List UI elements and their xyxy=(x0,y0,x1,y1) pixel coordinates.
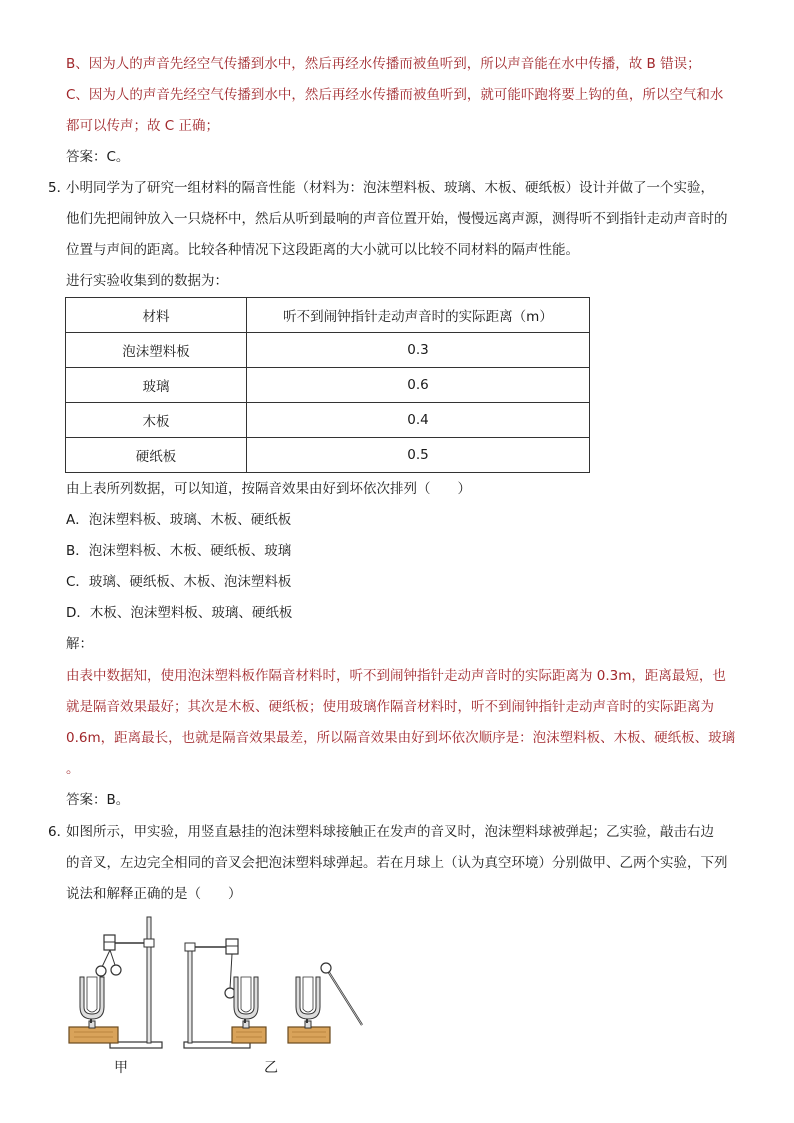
tuning-fork-figure xyxy=(66,915,376,1084)
prev-solution-option-b: B、因为人的声音先经空气传播到水中，然后再经水传播而被鱼听到，所以声音能在水中传播，故 B 错误； xyxy=(66,56,701,72)
table-cell-material: 硬纸板 xyxy=(66,438,247,473)
table-cell-material: 玻璃 xyxy=(66,368,247,403)
tuning-fork-diagram xyxy=(66,915,376,1080)
data-table xyxy=(65,297,590,473)
question-6-number: 6． xyxy=(48,824,71,840)
table-cell-material: 木板 xyxy=(66,403,247,438)
question-6-stem-line1: 如图所示，甲实验，用竖直悬挂的泡沫塑料球接触正在发声的音叉时，泡沫塑料球被弹起；乙实验，敲击右边 xyxy=(66,824,714,840)
table-row xyxy=(66,333,590,368)
option-b[interactable]: B．泡沫塑料板、木板、硬纸板、玻璃 xyxy=(66,543,292,559)
solution-line3: 0.6m，距离最长，也就是隔音效果最差，所以隔音效果由好到坏依次顺序是：泡沫塑料板、木板、硬纸板、玻璃 xyxy=(66,730,736,746)
setup-yi-hammer-fork xyxy=(288,963,362,1043)
table-cell-material: 泡沫塑料板 xyxy=(66,333,247,368)
solution-line1: 由表中数据知，使用泡沫塑料板作隔音材料时，听不到闹钟指针走动声音时的实际距离为 0.3m，距离最短，也 xyxy=(66,668,726,684)
question-5-stem-line1: 小明同学为了研究一组材料的隔音性能（材料为：泡沫塑料板、玻璃、木板、硬纸板）设计并做了一个实验， xyxy=(66,180,714,196)
solution-line4: 。 xyxy=(66,761,80,777)
table-cell-distance: 0.3 xyxy=(247,333,590,368)
option-c[interactable]: C．玻璃、硬纸板、木板、泡沫塑料板 xyxy=(66,574,292,590)
table-cell-distance: 0.5 xyxy=(247,438,590,473)
setup-jia xyxy=(69,917,162,1048)
setup-yi-stand xyxy=(184,939,266,1048)
prev-answer: 答案：C。 xyxy=(66,149,130,165)
prev-solution-option-c-line2: 都可以传声；故 C 正确； xyxy=(66,118,220,134)
table-header-row xyxy=(66,298,590,333)
solution-line2: 就是隔音效果最好；其次是木板、硬纸板；使用玻璃作隔音材料时，听不到闹钟指针走动声音时的实际距离为 xyxy=(66,699,714,715)
question-5-number: 5． xyxy=(48,180,71,196)
table-cell-distance: 0.4 xyxy=(247,403,590,438)
question-5-prompt: 由上表所列数据，可以知道，按隔音效果由好到坏依次排列（ ） xyxy=(66,481,471,497)
question-6-stem-line2: 的音叉，左边完全相同的音叉会把泡沫塑料球弹起。若在月球上（认为真空环境）分别做甲、乙两个实验，下列 xyxy=(66,855,728,871)
table-cell-distance: 0.6 xyxy=(247,368,590,403)
option-a[interactable]: A．泡沫塑料板、玻璃、木板、硬纸板 xyxy=(66,512,292,528)
question-5-stem-line3: 位置与声间的距离。比较各种情况下这段距离的大小就可以比较不同材料的隔声性能。 xyxy=(66,242,579,258)
solution-label: 解： xyxy=(66,636,93,652)
option-d[interactable]: D．木板、泡沫塑料板、玻璃、硬纸板 xyxy=(66,605,293,621)
table-row xyxy=(66,368,590,403)
prev-solution-option-c-line1: C、因为人的声音先经空气传播到水中，然后再经水传播而被鱼听到，就可能吓跑将要上钩的鱼，所以空气和水 xyxy=(66,87,724,103)
answer-5: 答案：B。 xyxy=(66,792,130,808)
figure-label-yi: 乙 xyxy=(264,1060,278,1076)
question-6-stem-line3: 说法和解释正确的是（ ） xyxy=(66,886,242,902)
table-row xyxy=(66,438,590,473)
figure-label-jia: 甲 xyxy=(114,1060,128,1076)
question-5-stem-line2: 他们先把闹钟放入一只烧杯中，然后从听到最响的声音位置开始，慢慢远离声源，测得听不到指针走动声音时的 xyxy=(66,211,728,227)
data-intro: 进行实验收集到的数据为： xyxy=(66,273,228,289)
table-row xyxy=(66,403,590,438)
table-header-material: 材料 xyxy=(66,298,247,333)
table-header-distance: 听不到闹钟指针走动声音时的实际距离（m） xyxy=(247,298,590,333)
